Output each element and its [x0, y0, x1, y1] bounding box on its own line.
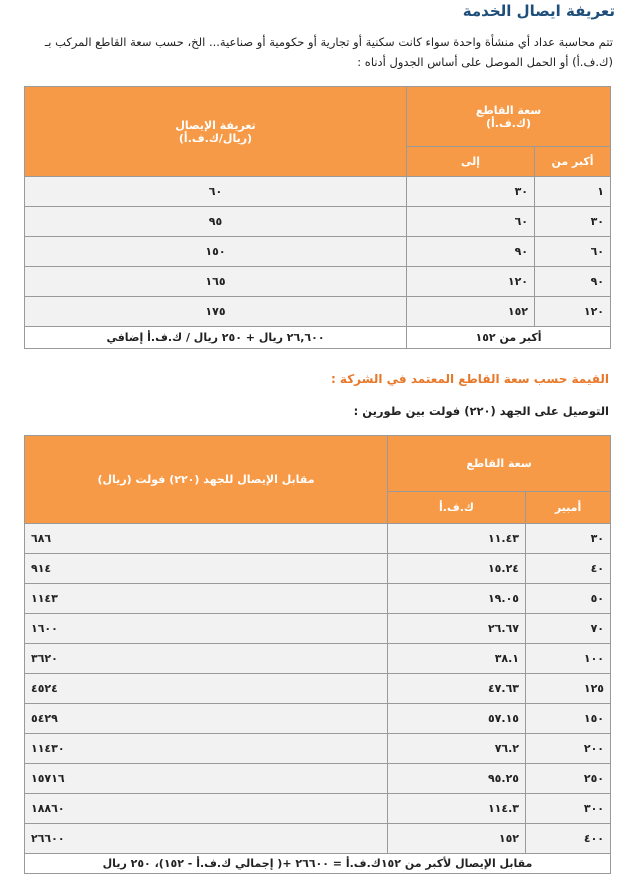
table-row	[25, 177, 611, 207]
table-row	[25, 824, 611, 854]
kva-cell: ١١٤.٣	[388, 794, 526, 824]
cost-cell: ٦٨٦	[25, 524, 388, 554]
footer-range-cell: أكبر من ١٥٢	[407, 327, 611, 349]
cost-header: مقابل الإيصال للجهد (٢٢٠) فولت (ريال)	[25, 436, 388, 524]
kva-cell: ٤٧.٦٣	[388, 674, 526, 704]
kva-cell: ٧٦.٢	[388, 734, 526, 764]
cost-cell: ١٦٠٠	[25, 614, 388, 644]
from-cell: ٦٠	[535, 237, 611, 267]
from-cell: ٩٠	[535, 267, 611, 297]
to-cell: ٦٠	[407, 207, 535, 237]
amp-cell: ٣٠	[526, 524, 611, 554]
table-footer-row	[25, 854, 611, 874]
table-row	[25, 704, 611, 734]
amp-cell: ١٢٥	[526, 674, 611, 704]
cost-cell: ٢٦٦٠٠	[25, 824, 388, 854]
tariff-header-label: تعريفة الإيصال	[175, 118, 256, 132]
amp-cell: ٧٠	[526, 614, 611, 644]
table-row	[25, 734, 611, 764]
breaker-cost-table	[24, 435, 611, 874]
from-header: أكبر من	[535, 147, 611, 177]
kva-header: ك.ف.أ	[388, 492, 526, 524]
amp-cell: ٤٠	[526, 554, 611, 584]
table-row	[25, 584, 611, 614]
cost-cell: ١١٤٣٠	[25, 734, 388, 764]
capacity-header: سعة القاطع	[388, 436, 611, 492]
kva-cell: ٢٦.٦٧	[388, 614, 526, 644]
table-row	[25, 614, 611, 644]
table-row	[25, 267, 611, 297]
from-cell: ١٢٠	[535, 297, 611, 327]
cost-cell: ١٥٧١٦	[25, 764, 388, 794]
cost-cell: ١١٤٣	[25, 584, 388, 614]
kva-cell: ١١.٤٣	[388, 524, 526, 554]
amp-cell: ٢٠٠	[526, 734, 611, 764]
cost-cell: ١٨٨٦٠	[25, 794, 388, 824]
table-row	[25, 207, 611, 237]
voltage-note: التوصيل على الجهد (٢٢٠) فولت بين طورين :	[353, 404, 609, 418]
to-header: إلى	[407, 147, 535, 177]
capacity-header	[407, 87, 611, 147]
to-cell: ٩٠	[407, 237, 535, 267]
cost-cell: ٩١٤	[25, 554, 388, 584]
kva-cell: ١٥.٢٤	[388, 554, 526, 584]
footer-tariff-cell: ٢٦,٦٠٠ ريال + ٢٥٠ ريال / ك.ف.أ إضافي	[25, 327, 407, 349]
tariff-cell: ١٦٥	[25, 267, 407, 297]
table-row	[25, 524, 611, 554]
kva-cell: ٥٧.١٥	[388, 704, 526, 734]
amp-cell: ٥٠	[526, 584, 611, 614]
cost-cell: ٤٥٢٤	[25, 674, 388, 704]
table-row	[25, 764, 611, 794]
to-cell: ١٢٠	[407, 267, 535, 297]
section-heading: القيمة حسب سعة القاطع المعتمد في الشركة :	[330, 372, 609, 386]
table-row	[25, 674, 611, 704]
amp-cell: ٣٠٠	[526, 794, 611, 824]
amp-cell: ١٠٠	[526, 644, 611, 674]
table-row	[25, 554, 611, 584]
connection-tariff-table	[24, 86, 611, 349]
footer-formula-cell: مقابل الإيصال لأكبر من ١٥٢ك.ف.أ = ٢٦٦٠٠ +( إجمالي ك.ف.أ - ١٥٢)، ٢٥٠ ريال	[25, 854, 611, 874]
amp-cell: ٤٠٠	[526, 824, 611, 854]
tariff-cell: ١٧٥	[25, 297, 407, 327]
tariff-cell: ٩٥	[25, 207, 407, 237]
table-footer-row	[25, 327, 611, 349]
tariff-header-unit: (ريال/ك.ف.أ)	[178, 131, 253, 145]
table-row	[25, 644, 611, 674]
kva-cell: ١٥٢	[388, 824, 526, 854]
amp-header: أمبير	[526, 492, 611, 524]
cost-cell: ٥٤٢٩	[25, 704, 388, 734]
table-row	[25, 794, 611, 824]
page-title: تعريفة ايصال الخدمة	[462, 2, 615, 20]
amp-cell: ١٥٠	[526, 704, 611, 734]
to-cell: ٣٠	[407, 177, 535, 207]
cost-cell: ٣٦٢٠	[25, 644, 388, 674]
intro-paragraph: تتم محاسبة عداد أي منشأة واحدة سواء كانت سكنية أو تجارية أو حكومية أو صناعية... الخ، حسب سعة القاطع المركب بـ (ك.ف.أ) أو الحمل الموصل على أساس الجدول أدناه :	[44, 35, 613, 69]
kva-cell: ١٩.٠٥	[388, 584, 526, 614]
from-cell: ٣٠	[535, 207, 611, 237]
to-cell: ١٥٢	[407, 297, 535, 327]
table-row	[25, 237, 611, 267]
amp-cell: ٢٥٠	[526, 764, 611, 794]
from-cell: ١	[535, 177, 611, 207]
kva-cell: ٩٥.٢٥	[388, 764, 526, 794]
tariff-cell: ١٥٠	[25, 237, 407, 267]
capacity-header-unit: (ك.ف.أ)	[485, 116, 532, 130]
table-row	[25, 297, 611, 327]
kva-cell: ٣٨.١	[388, 644, 526, 674]
tariff-header	[25, 87, 407, 177]
capacity-header-label: سعة القاطع	[475, 103, 542, 117]
tariff-cell: ٦٠	[25, 177, 407, 207]
